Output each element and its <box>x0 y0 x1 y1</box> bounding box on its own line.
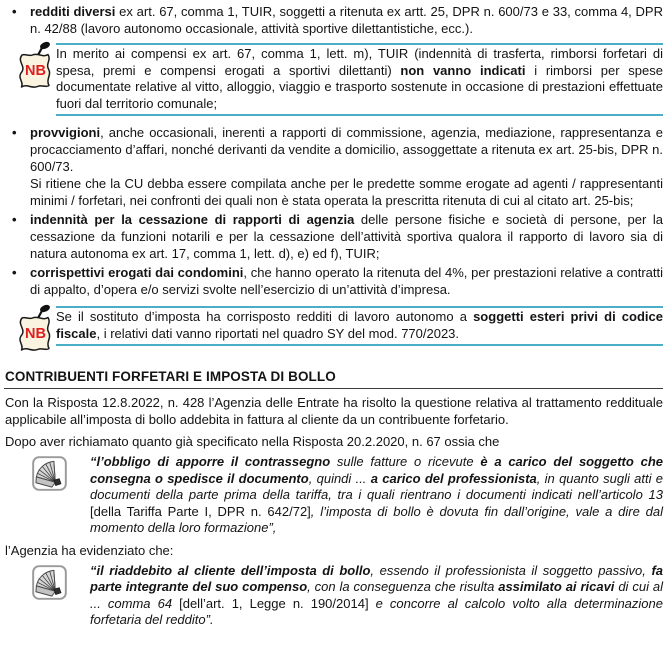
nb-note-1 <box>4 43 663 116</box>
bullet-dot: • <box>12 4 17 19</box>
paragraph-risposta-428: Con la Risposta 12.8.2022, n. 428 l’Agenzia delle Entrate ha risolto la questione relativa al trattamento reddituale applicabile all’imposta di bollo addebita in fattura al cliente da un contribuente forfetario. <box>5 395 663 427</box>
bullet-text: indennità per la cessazione di rapporti di agenzia delle persone fisiche e società di persone, per la cessazione da funzioni notarili e per la cessazione dell’attività sportiva qualora il rapporto di lavoro sia di natura autonoma ex art. 17, comma 1, lett. d), e) ed f), TUIR; <box>30 212 663 261</box>
quote-text: “il riaddebito al cliente dell’imposta di bollo, essendo il professionista il soggetto passivo, fa parte integrante del suo compenso, con la conseguenza che risulta assimilato ai ricavi di cui al ... comma 64 [dell’art. 1, Legge n. 190/2014] e concorre al calcolo volto alla determinazione forfetaria del reddito”. <box>90 562 664 627</box>
paragraph-agenzia-evidenziato: l’Agenzia ha evidenziato che: <box>5 542 174 558</box>
quote-block-1 <box>4 454 663 537</box>
bullet-provvigioni <box>4 124 663 209</box>
nb-scroll-pin-icon <box>13 41 57 91</box>
bullet-dot: • <box>12 265 17 280</box>
fanned-pages-icon <box>32 565 67 600</box>
bullet-redditi-diversi <box>4 3 663 37</box>
bullet-dot: • <box>12 212 17 227</box>
nb-label: NB <box>25 326 46 342</box>
bullet-text: redditi diversi ex art. 67, comma 1, TUIR, soggetti a ritenuta ex artt. 25, DPR n. 600/73 e 33, comma 4, DPR n. 42/88 (lavoro autonomo occasionale, attività sportive dilettantistiche, ecc.). <box>30 4 663 36</box>
bullet-dot: • <box>12 125 17 140</box>
nb-note-text: Se il sostituto d’imposta ha corrisposto redditi di lavoro autonomo a soggetti esteri privi di codice fiscale, i relativi dati vanno riportati nel quadro SY del mod. 770/2023. <box>56 306 663 346</box>
nb-note-2 <box>4 306 663 358</box>
bullet-text: corrispettivi erogati dai condomini, che hanno operato la ritenuta del 4%, per prestazioni relative a contratti di appalto, d’opera e/o servizi svolte nell’esercizio di un’attività d’impresa. <box>30 265 663 297</box>
section-title: CONTRIBUENTI FORFETARI E IMPOSTA DI BOLLO <box>4 368 663 389</box>
bullet-indennita-cessazione <box>4 211 663 262</box>
bullet-text-continuation: Si ritiene che la CU debba essere compilata anche per le predette somme erogate ad agenti / rappresentanti minimi / forfetari, nei confronti dei quali non è stata operata la prescritta ritenuta di cui al citato art. 25-bis; <box>30 176 663 208</box>
nb-note-text: In merito ai compensi ex art. 67, comma 1, lett. m), TUIR (indennità di trasferta, rimborsi forfetari di spesa, premi e compensi erogati a sportivi dilettanti) non vanno indicati i rimborsi per spese documentate relative al vitto, alloggio, viaggio e trasporto sostenute in occasione di prestazioni effettuate fuori dal territorio comunale; <box>56 43 663 116</box>
fanned-pages-icon <box>32 456 67 491</box>
bullet-corrispettivi-condomini <box>4 264 663 298</box>
quote-text: “l’obbligo di apporre il contrassegno sulle fatture o ricevute è a carico del soggetto che consegna o spedisce il documento, quindi ... a carico del professionista, in quanto sugli atti e documenti della parte prima della tariffa, tra i quali rientrano i documenti indicati nell’articolo 13 [della Tariffa Parte I, DPR n. 642/72], l’imposta di bollo è dovuta fin dall’origine, vale a dire dal momento della loro formazione”, <box>90 454 664 535</box>
quote-block-2 <box>4 563 663 629</box>
paragraph-dopo-aver-richiamato: Dopo aver richiamato quanto già specificato nella Risposta 20.2.2020, n. 67 ossia che <box>5 434 500 449</box>
bullet-text: provvigioni, anche occasionali, inerenti a rapporti di commissione, agenzia, mediazione, rappresentanza e procacciamento d’affari, nonché derivanti da vendite a domicilio, assoggettate a ritenuta ex art. 25-bis, DPR n. 600/73. <box>30 125 663 174</box>
nb-label: NB <box>25 63 46 79</box>
nb-scroll-pin-icon <box>13 304 57 354</box>
